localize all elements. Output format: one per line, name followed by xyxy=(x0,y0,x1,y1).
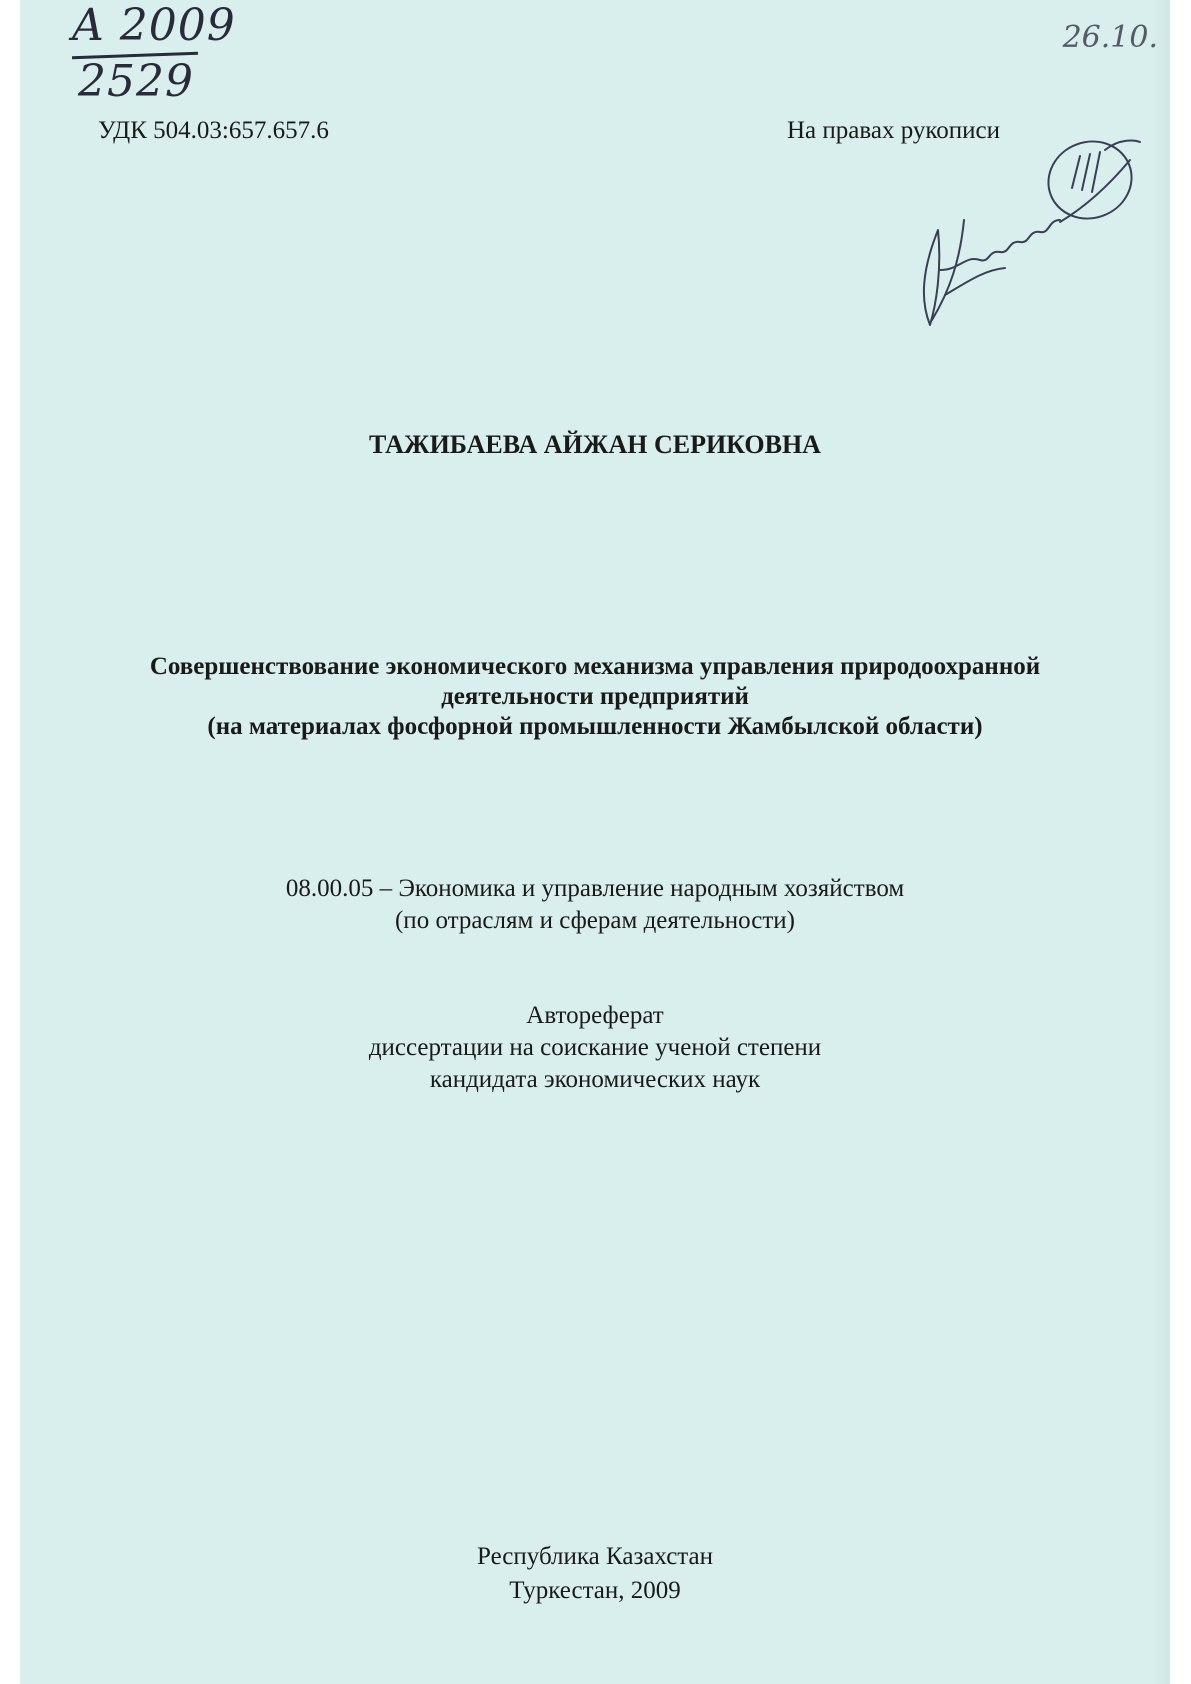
dissertation-title xyxy=(20,652,1170,742)
specialty xyxy=(20,873,1170,937)
specialty-line-1: 08.00.05 – Экономика и управление народным хозяйством xyxy=(285,875,905,902)
specialty-line-2: (по отраслям и сферам деятельности) xyxy=(394,907,796,934)
page-edge xyxy=(1152,0,1170,1684)
accession-number-bottom: 2529 xyxy=(78,56,194,107)
title-line-3: (на материалах фосфорной промышленности Жамбылской области) xyxy=(207,713,983,740)
title-line-1: Совершенствование экономического механизма управления природоохранной xyxy=(149,653,1041,680)
place-line-1: Республика Казахстан xyxy=(477,1543,713,1570)
place-and-year xyxy=(20,1540,1170,1608)
title-line-2: деятельности предприятий xyxy=(441,683,749,710)
abstract-description xyxy=(20,1000,1170,1096)
abstract-line-2: диссертации на соискание ученой степени xyxy=(368,1034,822,1061)
author-name: ТАЖИБАЕВА АЙЖАН СЕРИКОВНА xyxy=(369,430,821,459)
handwritten-date: 26.10. xyxy=(1062,20,1158,55)
udk-code: УДК 504.03:657.657.6 xyxy=(98,117,329,144)
abstract-line-3: кандидата экономических наук xyxy=(429,1066,761,1093)
place-line-2: Туркестан, 2009 xyxy=(509,1577,681,1604)
rights-notice: На правах рукописи xyxy=(787,117,1000,144)
signature-icon xyxy=(890,120,1150,350)
abstract-line-1: Автореферат xyxy=(526,1002,664,1029)
document-page xyxy=(20,0,1170,1684)
accession-number-top: A 2009 xyxy=(72,0,236,51)
